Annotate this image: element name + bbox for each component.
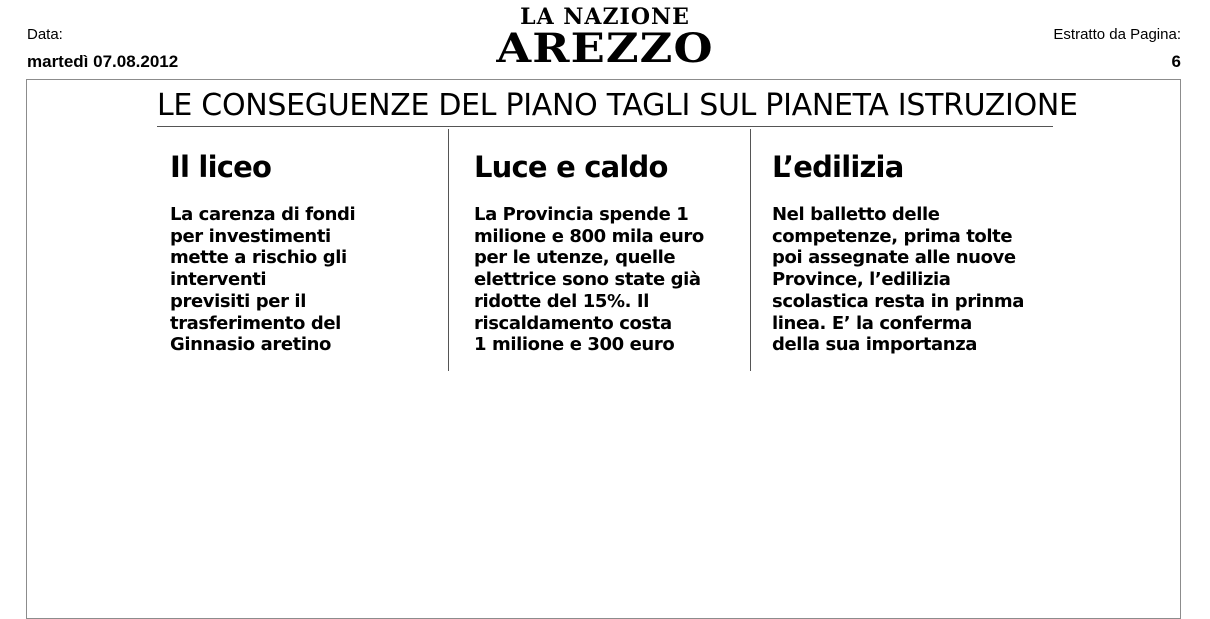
column-body: La Provincia spende 1 milione e 800 mila euro per le utenze, quelle elettrice sono state già ridotte del 15%. Il riscaldamento costa 1 milione e 300 euro [474,204,704,356]
article-headline: LE CONSEGUENZE DEL PIANO TAGLI SUL PIANETA ISTRUZIONE [157,88,1078,123]
column-title: Il liceo [170,150,272,184]
page-label: Estratto da Pagina: [1053,26,1181,43]
newspaper-masthead [496,4,714,72]
column-body: Nel balletto delle competenze, prima tolte poi assegnate alle nuove Province, l’edilizia scolastica resta in prinma linea. E’ la conferma della sua importanza [772,204,1024,356]
date-label: Data: [27,26,63,43]
column-title: L’edilizia [772,150,904,184]
masthead-title: LA NAZIONE [520,4,690,30]
headline-underline [157,126,1053,127]
column-body: La carenza di fondi per investimenti mette a rischio gli interventi previsiti per il trasferimento del Ginnasio aretino [170,204,356,356]
date-value: martedì 07.08.2012 [27,52,179,71]
article-column-liceo [170,146,440,356]
column-divider [448,129,449,371]
page-number: 6 [1171,52,1181,71]
column-title: Luce e caldo [474,150,668,184]
article-column-luce-caldo [474,146,744,356]
column-divider [750,129,751,371]
article-column-edilizia [772,146,1042,356]
masthead-edition: AREZZO [496,25,714,72]
